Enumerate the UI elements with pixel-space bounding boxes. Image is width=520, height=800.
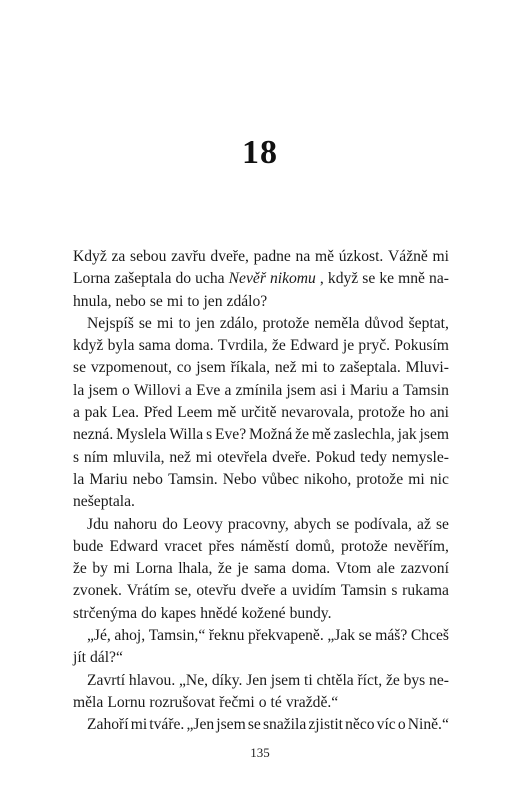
text-line: Když za sebou zavřu dveře, padne na mě úzkost. Vážně mi <box>73 248 449 265</box>
text-line: když byla sama doma. Tvrdila, že Edward je pryč. Pokusím <box>73 337 449 355</box>
text-line: se vzpomenout, co jsem říkala, než mi to zašeptala. Mluvi- <box>73 359 449 377</box>
text-line: že by mi Lorna lhala, že je sama doma. Vtom ale zazvoní <box>73 560 449 578</box>
text-line: bude Edward vracet přes náměstí domů, protože nevěřím, <box>73 537 449 555</box>
text-line: nezná. Myslela Willa s Eve? Možná že mě zaslechla, jak jsem <box>73 426 449 444</box>
text-line: la jsem o Willovi a Eve a zmínila jsem asi i Mariu a Tamsin <box>73 381 449 399</box>
text-line: Lorna zašeptala do ucha Nevěř nikomu , když se ke mně na- <box>73 270 449 288</box>
text-line: nešeptala. <box>73 493 135 511</box>
text-line: la Mariu nebo Tamsin. Nebo vůbec nikoho, protože mi nic <box>73 470 449 488</box>
text-line: hnula, nebo se mi to jen zdálo? <box>73 292 268 310</box>
text-line: Jdu nahoru do Leovy pracovny, abych se podívala, až se <box>87 515 449 533</box>
chapter-number: 18 <box>242 134 278 171</box>
text-line: Nejspíš se mi to jen zdálo, protože neměla důvod šeptat, <box>87 314 449 332</box>
text-line: a pak Lea. Před Leem mě určitě nevarovala, protože ho ani <box>73 404 449 422</box>
text-line: Zahoří mi tváře. „Jen jsem se snažila zjistit něco víc o Nině.“ <box>87 716 449 734</box>
text-line: měla Lornu rozrušovat řečmi o té vraždě.“ <box>73 693 339 711</box>
body-text <box>73 246 449 737</box>
page-number: 135 <box>250 745 270 760</box>
text-line: strčenýma do kapes hnědé kožené bundy. <box>73 604 332 622</box>
text-line: s ním mluvila, než mi otevřela dveře. Pokud tedy nemysle- <box>73 448 449 466</box>
text-line: zvonek. Vrátím se, otevřu dveře a uvidím Tamsin s rukama <box>73 582 449 600</box>
text-line: „Jé, ahoj, Tamsin,“ řeknu překvapeně. „Jak se máš? Chceš <box>87 627 449 645</box>
text-line: Zavrtí hlavou. „Ne, díky. Jen jsem ti chtěla říct, že bys ne- <box>87 671 449 689</box>
text-line: jít dál?“ <box>73 649 123 667</box>
